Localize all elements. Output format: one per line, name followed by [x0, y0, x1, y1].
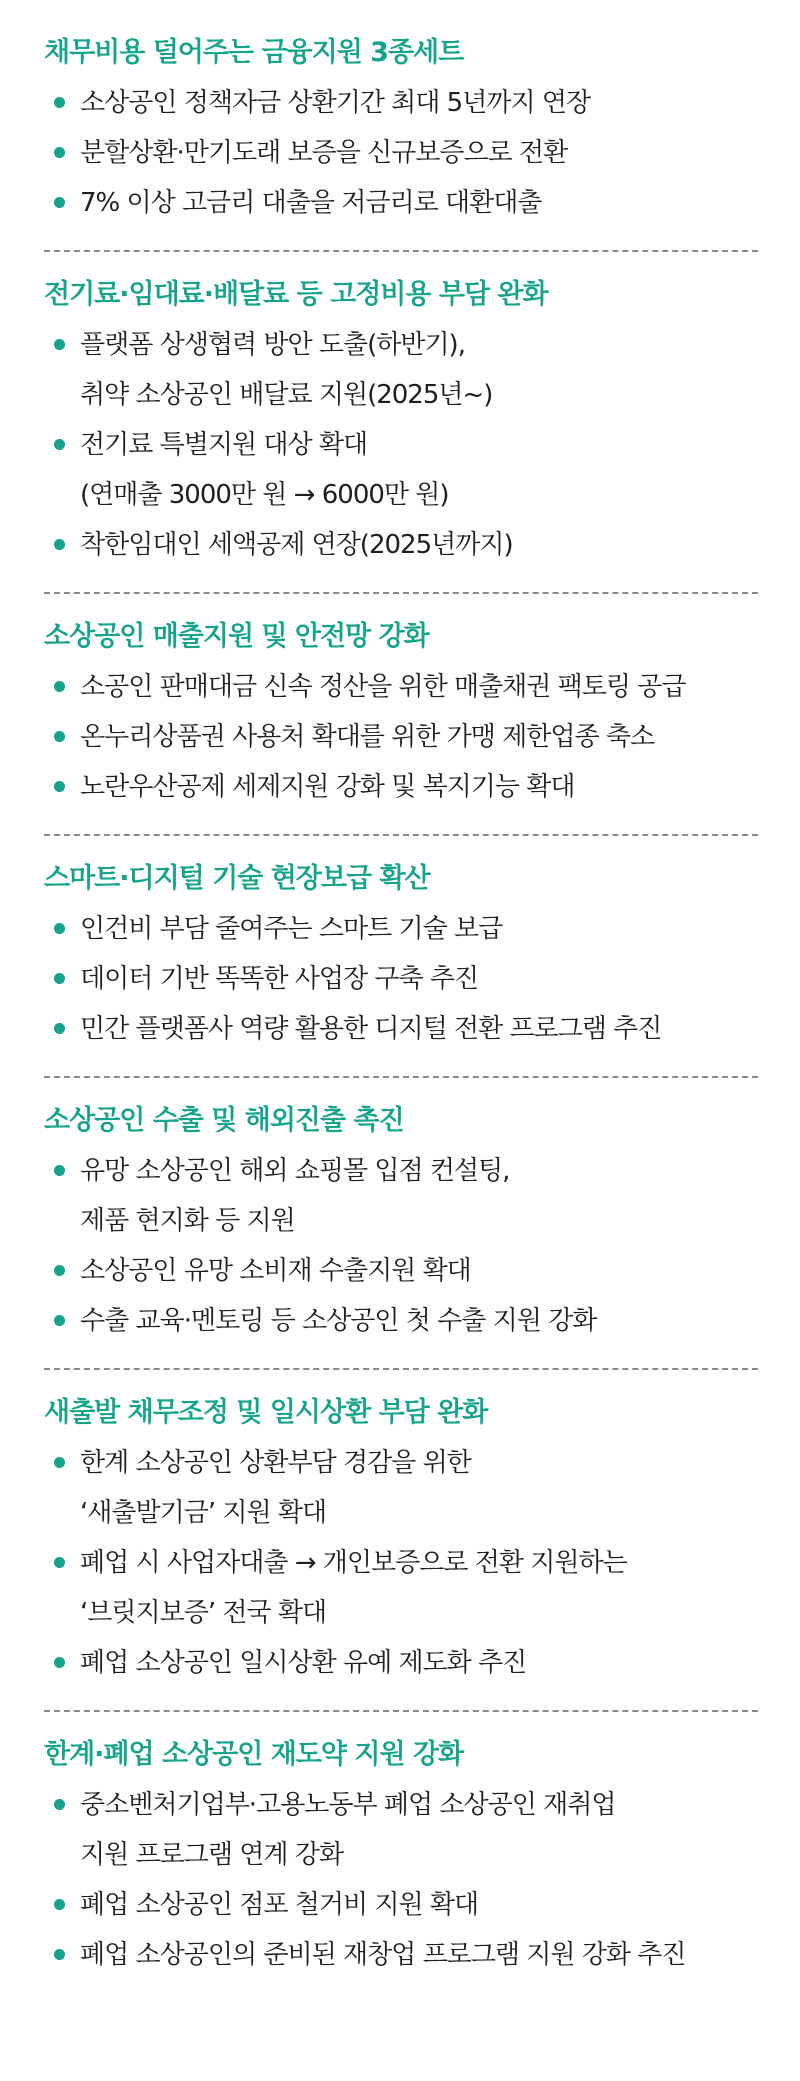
- item-text: 유망 소상공인 해외 쇼핑몰 입점 컨설팅,: [80, 1156, 510, 1186]
- item-list: [44, 904, 758, 1076]
- section-export-overseas: [44, 1076, 758, 1368]
- item-text: 민간 플랫폼사 역량 활용한 디지털 전환 프로그램 추진: [80, 1014, 662, 1044]
- item-text-continued: (연매출 3000만 원 → 6000만 원): [80, 480, 449, 510]
- bullet-dot-icon: [54, 681, 65, 692]
- list-item: [52, 762, 758, 812]
- item-text: 플랫폼 상생협력 방안 도출(하반기),: [80, 330, 465, 360]
- list-item: [52, 904, 758, 954]
- list-item: [52, 1930, 758, 1980]
- bullet-dot-icon: [54, 1899, 65, 1910]
- item-text: 폐업 소상공인의 준비된 재창업 프로그램 지원 강화 추진: [80, 1940, 686, 1970]
- bullet-dot-icon: [54, 781, 65, 792]
- item-text-continued: ‘브릿지보증’ 전국 확대: [80, 1598, 327, 1628]
- list-item: [52, 1538, 758, 1638]
- list-item: [52, 420, 758, 520]
- section-debt-cost-relief: [44, 34, 758, 250]
- item-list: [44, 320, 758, 592]
- section-title: 소상공인 수출 및 해외진출 촉진: [44, 1105, 404, 1136]
- item-text: 수출 교육·멘토링 등 소상공인 첫 수출 지원 강화: [80, 1306, 597, 1336]
- section-relaunch-support: [44, 1710, 758, 2002]
- item-text: 폐업 시 사업자대출 → 개인보증으로 전환 지원하는: [80, 1548, 627, 1578]
- section-fixed-cost-relief: [44, 250, 758, 592]
- list-item: [52, 320, 758, 420]
- list-item: [52, 1438, 758, 1538]
- section-title: 스마트·디지털 기술 현장보급 확산: [44, 863, 430, 894]
- item-text-continued: 제품 현지화 등 지원: [80, 1206, 295, 1236]
- list-item: [52, 712, 758, 762]
- bullet-dot-icon: [54, 1023, 65, 1034]
- item-list: [44, 1780, 758, 2002]
- list-item: [52, 1146, 758, 1246]
- item-text: 온누리상품권 사용처 확대를 위한 가맹 제한업종 축소: [80, 722, 655, 752]
- item-text: 중소벤처기업부·고용노동부 폐업 소상공인 재취업: [80, 1790, 616, 1820]
- bullet-dot-icon: [54, 923, 65, 934]
- section-sales-support: [44, 592, 758, 834]
- item-list: [44, 662, 758, 834]
- bullet-dot-icon: [54, 1949, 65, 1960]
- bullet-dot-icon: [54, 539, 65, 550]
- bullet-dot-icon: [54, 1265, 65, 1276]
- bullet-dot-icon: [54, 97, 65, 108]
- item-text-continued: ‘새출발기금’ 지원 확대: [80, 1498, 327, 1528]
- list-item: [52, 178, 758, 228]
- list-item: [52, 954, 758, 1004]
- bullet-dot-icon: [54, 1315, 65, 1326]
- section-title: 채무비용 덜어주는 금융지원 3종세트: [44, 37, 464, 68]
- section-title: 한계·폐업 소상공인 재도약 지원 강화: [44, 1739, 464, 1770]
- item-text: 폐업 소상공인 일시상환 유예 제도화 추진: [80, 1648, 527, 1678]
- bullet-dot-icon: [54, 197, 65, 208]
- list-item: [52, 1246, 758, 1296]
- item-text: 한계 소상공인 상환부담 경감을 위한: [80, 1448, 471, 1478]
- item-text-continued: 취약 소상공인 배달료 지원(2025년~): [80, 380, 493, 410]
- item-list: [44, 1438, 758, 1710]
- item-text: 분할상환·만기도래 보증을 신규보증으로 전환: [80, 138, 568, 168]
- list-item: [52, 1296, 758, 1346]
- item-text: 소공인 판매대금 신속 정산을 위한 매출채권 팩토링 공급: [80, 672, 686, 702]
- item-text: 소상공인 정책자금 상환기간 최대 5년까지 연장: [80, 88, 591, 118]
- list-item: [52, 662, 758, 712]
- section-title: 새출발 채무조정 및 일시상환 부담 완화: [44, 1397, 488, 1428]
- item-list: [44, 1146, 758, 1368]
- list-item: [52, 1638, 758, 1688]
- item-list: [44, 78, 758, 250]
- list-item: [52, 520, 758, 570]
- list-item: [52, 1880, 758, 1930]
- bullet-dot-icon: [54, 1165, 65, 1176]
- list-item: [52, 78, 758, 128]
- list-item: [52, 128, 758, 178]
- bullet-dot-icon: [54, 731, 65, 742]
- item-text: 소상공인 유망 소비재 수출지원 확대: [80, 1256, 471, 1286]
- list-item: [52, 1780, 758, 1880]
- section-title: 소상공인 매출지원 및 안전망 강화: [44, 621, 429, 652]
- item-text: 7% 이상 고금리 대출을 저금리로 대환대출: [80, 188, 542, 218]
- item-text: 데이터 기반 똑똑한 사업장 구축 추진: [80, 964, 479, 994]
- bullet-dot-icon: [54, 439, 65, 450]
- section-debt-restructuring: [44, 1368, 758, 1710]
- item-text: 착한임대인 세액공제 연장(2025년까지): [80, 530, 513, 560]
- item-text: 폐업 소상공인 점포 철거비 지원 확대: [80, 1890, 479, 1920]
- bullet-dot-icon: [54, 147, 65, 158]
- bullet-dot-icon: [54, 1557, 65, 1568]
- item-text: 인건비 부담 줄여주는 스마트 기술 보급: [80, 914, 503, 944]
- bullet-dot-icon: [54, 339, 65, 350]
- section-title: 전기료·임대료·배달료 등 고정비용 부담 완화: [44, 279, 548, 310]
- section-smart-digital: [44, 834, 758, 1076]
- item-text-continued: 지원 프로그램 연계 강화: [80, 1840, 343, 1870]
- item-text: 노란우산공제 세제지원 강화 및 복지기능 확대: [80, 772, 575, 802]
- item-text: 전기료 특별지원 대상 확대: [80, 430, 368, 460]
- bullet-dot-icon: [54, 1799, 65, 1810]
- bullet-dot-icon: [54, 1657, 65, 1668]
- bullet-dot-icon: [54, 973, 65, 984]
- list-item: [52, 1004, 758, 1054]
- bullet-dot-icon: [54, 1457, 65, 1468]
